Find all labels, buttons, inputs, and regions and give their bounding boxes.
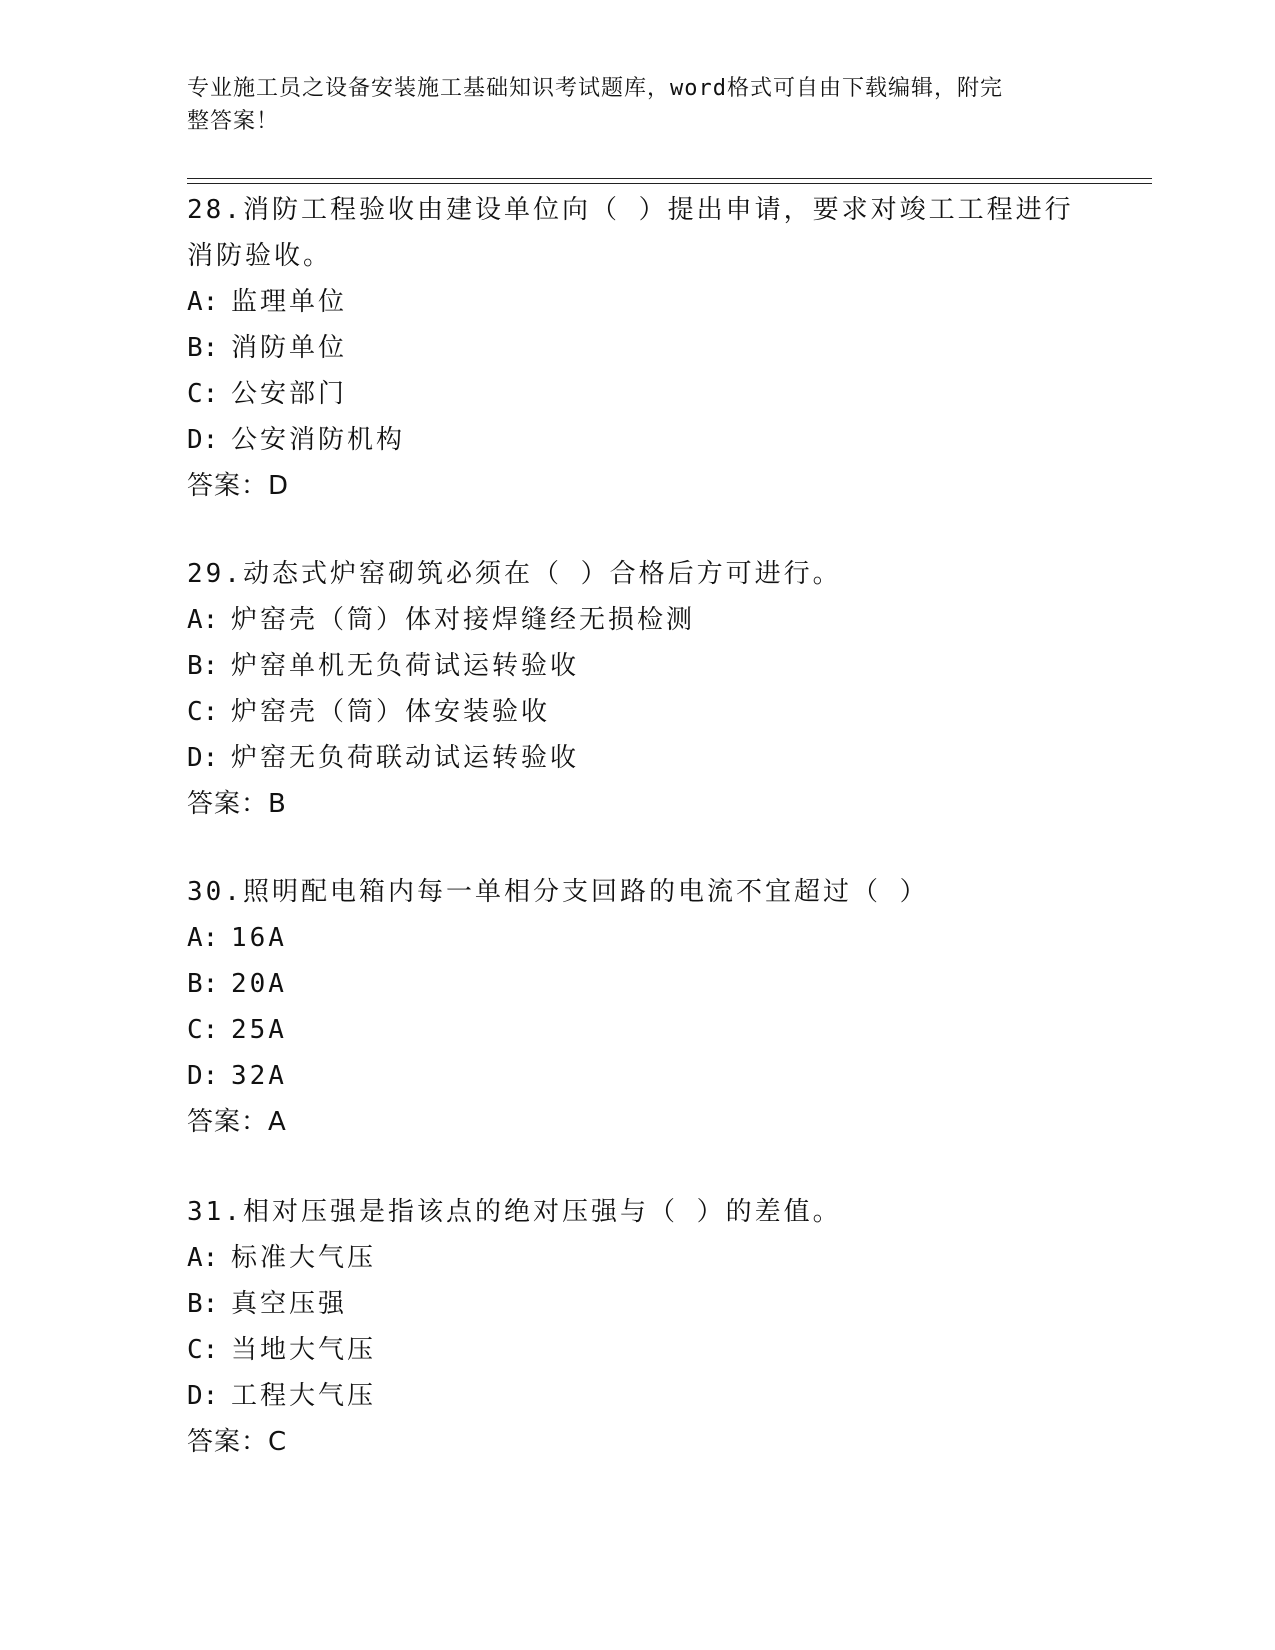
option-text: 炉窑单机无负荷试运转验收 [231,651,580,681]
question-30 [187,869,1067,1145]
answer-line: 答案：D [187,471,290,501]
option-d [187,1053,1067,1099]
option-text: 公安部门 [231,379,348,409]
option-text: 消防单位 [231,333,348,363]
option-b [187,961,1067,1007]
header-line-1: 专业施工员之设备安装施工基础知识考试题库，word格式可自由下载编辑，附完 [187,76,1003,101]
question-stem-line: 30.照明配电箱内每一单相分支回路的电流不宜超过（ ） [187,877,929,907]
answer-line: 答案：B [187,789,287,819]
option-a [187,279,1067,325]
option-label: C: [187,1335,219,1365]
document-header [187,72,1067,138]
option-c [187,371,1067,417]
question-stem-line: 消防验收。 [187,241,333,271]
option-label: B: [187,651,219,681]
header-divider-top [187,178,1152,179]
option-d [187,735,1067,781]
option-label: B: [187,969,219,999]
option-label: D: [187,1381,219,1411]
option-a [187,1235,1067,1281]
option-text: 标准大气压 [231,1243,377,1273]
option-text: 工程大气压 [231,1381,377,1411]
question-31 [187,1189,1067,1465]
option-a [187,597,1067,643]
header-line-2: 整答案！ [187,109,280,134]
option-text: 25A [231,1015,287,1045]
option-a [187,915,1067,961]
option-label: C: [187,697,219,727]
option-label: D: [187,743,219,773]
question-29 [187,551,1067,827]
option-text: 炉窑壳（筒）体安装验收 [231,697,551,727]
header-divider-bottom [187,183,1152,184]
option-text: 炉窑无负荷联动试运转验收 [231,743,580,773]
option-d [187,1373,1067,1419]
option-text: 20A [231,969,287,999]
question-stem-line: 29.动态式炉窑砌筑必须在（ ）合格后方可进行。 [187,559,842,589]
option-text: 监理单位 [231,287,348,317]
option-label: A: [187,923,219,953]
option-text: 32A [231,1061,287,1091]
option-label: B: [187,333,219,363]
option-label: B: [187,1289,219,1319]
option-label: C: [187,379,219,409]
option-label: A: [187,605,219,635]
option-d [187,417,1067,463]
question-stem-line: 31.相对压强是指该点的绝对压强与（ ）的差值。 [187,1197,842,1227]
option-b [187,643,1067,689]
option-b [187,325,1067,371]
answer-line: 答案：A [187,1107,287,1137]
option-label: D: [187,1061,219,1091]
option-label: D: [187,425,219,455]
option-label: A: [187,1243,219,1273]
option-c [187,1327,1067,1373]
option-c [187,689,1067,735]
option-text: 炉窑壳（筒）体对接焊缝经无损检测 [231,605,696,635]
option-label: A: [187,287,219,317]
option-c [187,1007,1067,1053]
answer-line: 答案：C [187,1427,288,1457]
option-text: 真空压强 [231,1289,348,1319]
option-b [187,1281,1067,1327]
option-text: 16A [231,923,287,953]
option-text: 公安消防机构 [231,425,406,455]
option-label: C: [187,1015,219,1045]
question-28 [187,187,1074,509]
question-stem-line: 28.消防工程验收由建设单位向（ ）提出申请，要求对竣工工程进行 [187,195,1074,225]
option-text: 当地大气压 [231,1335,377,1365]
